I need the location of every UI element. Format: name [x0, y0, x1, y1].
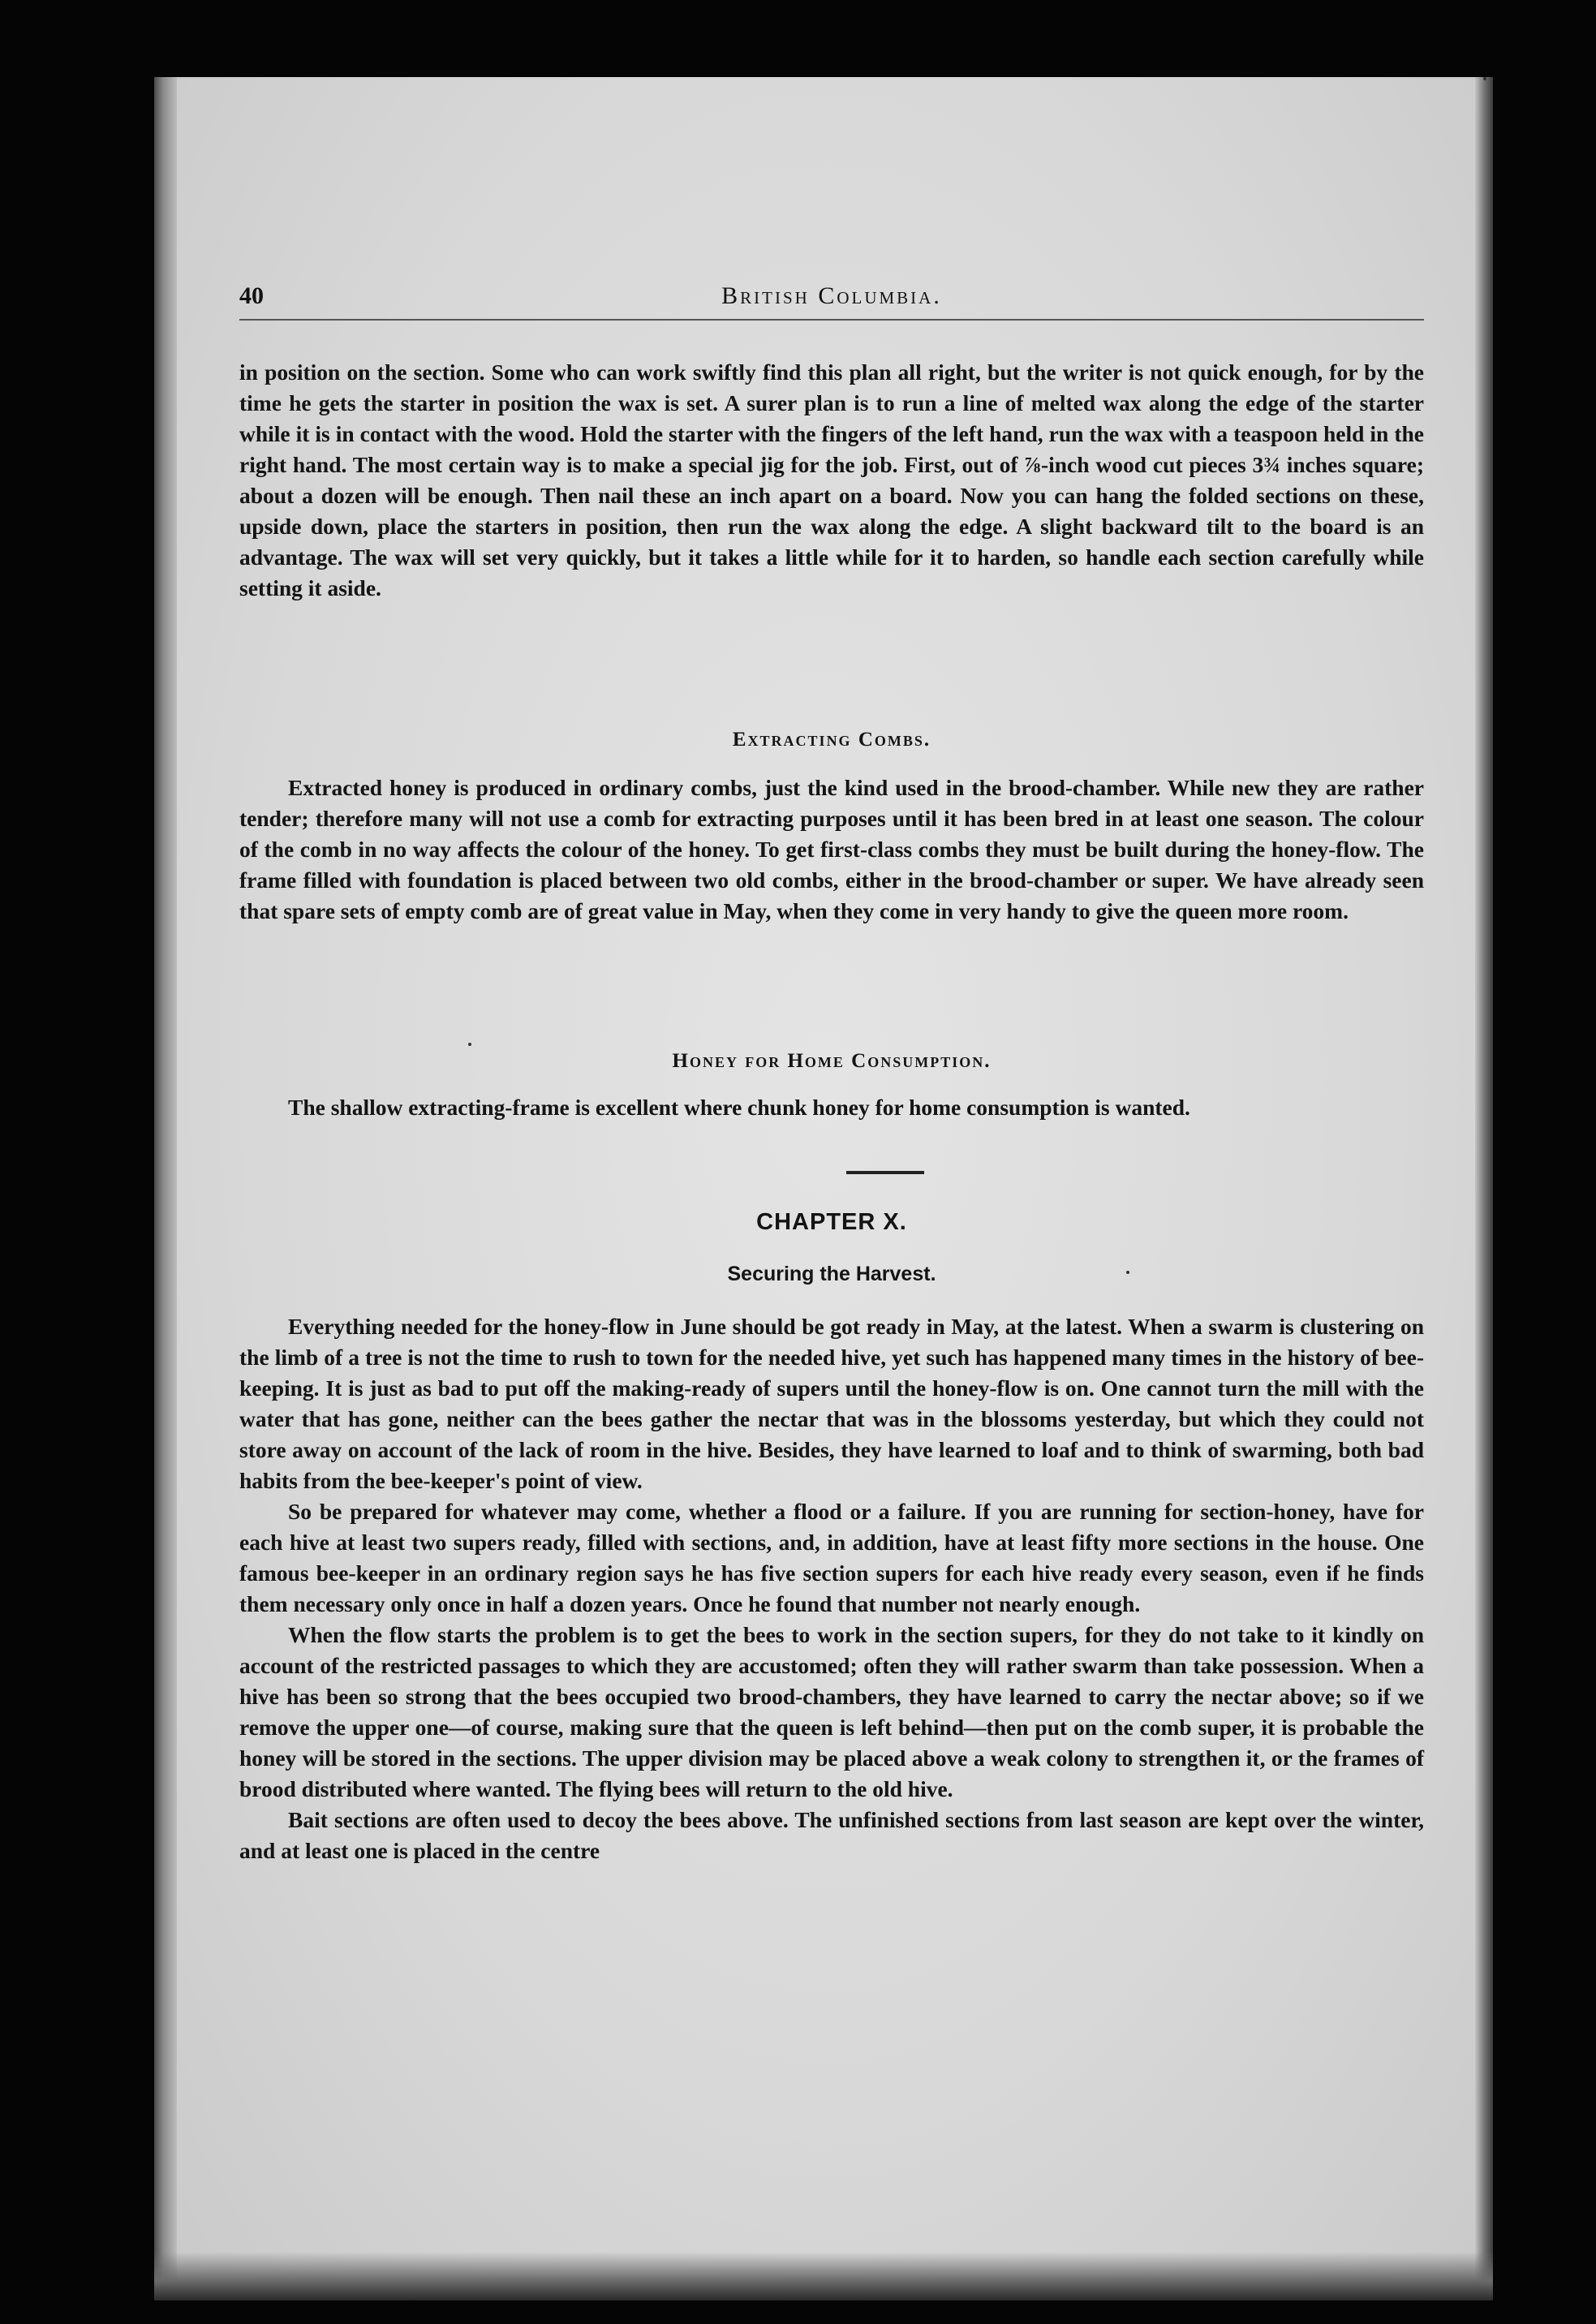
binding-shadow-left [154, 77, 177, 2300]
chapter-body [239, 1311, 1424, 1866]
page-number: 40 [239, 282, 264, 309]
chapter-subtitle: Securing the Harvest. [727, 1263, 936, 1285]
header-rule [239, 319, 1424, 321]
page-edge-bottom [154, 2252, 1493, 2300]
chapter-paragraph: Everything needed for the honey-flow in June should be got ready in May, at the latest. When a swarm is clustering on the limb of a tree is not the time to rush to town for the needed hive, yet such has happened many times in the history of bee-keeping. It is just as bad to put off the making-ready of supers until the honey-flow is on. One cannot turn the mill with the water that has gone, neither can the bees gather the nectar that was in the blossoms yesterday, but which they could not store away on account of the lack of room in the hive. Besides, they have learned to loaf and to think of swarming, both bad habits from the bee-keeper's point of view. [239, 1314, 1424, 1493]
home-consumption-paragraph: The shallow extracting-frame is excellent where chunk honey for home consumption is wanted. [288, 1095, 1190, 1120]
print-speck [1483, 77, 1486, 80]
chapter-paragraph: When the flow starts the problem is to get the bees to work in the section supers, for they do not take to it kindly on account of the restricted passages to which they are accustomed; often they will rather swarm than take possession. When a hive has been so strong that the bees occupied two brood-chambers, they have learned to carry the nectar above; so if we remove the upper one—of course, making sure that the queen is left behind—then put on the comb super, it is probable the honey will be stored in the sections. The upper division may be placed above a weak colony to strengthen it, or the frames of brood distributed where wanted. The flying bees will return to the old hive. [239, 1622, 1424, 1801]
chapter-title: CHAPTER X. [756, 1209, 907, 1235]
section-heading-extracting: Extracting Combs. [732, 729, 931, 751]
chapter-paragraph: So be prepared for whatever may come, whether a flood or a failure. If you are running for section-honey, have for each hive at least two supers ready, filled with sections, and, in addition, have at least fifty more sections in the house. One famous bee-keeper in an ordinary region says he has five section supers for each hive ready every season, even if he finds them necessary only once in half a dozen years. Once he found that number not nearly enough. [239, 1499, 1424, 1616]
print-speck [1126, 1271, 1129, 1274]
home-consumption-paragraph-block [239, 1092, 1424, 1123]
print-speck [468, 1043, 471, 1046]
page-edge-right [1475, 77, 1493, 2300]
running-head [239, 282, 1424, 323]
chapter-rule [846, 1171, 924, 1174]
chapter-paragraph: Bait sections are often used to decoy the bees above. The unfinished sections from last season are kept over the winter, and at least one is placed in the centre [239, 1807, 1424, 1863]
extracting-paragraph-block [239, 773, 1424, 927]
section-heading-home-consumption: Honey for Home Consumption. [672, 1050, 992, 1072]
extracting-paragraph: Extracted honey is produced in ordinary combs, just the kind used in the brood-chamber. While new they are rather tender; therefore many will not use a comb for extracting purposes until it has been bred in at least one season. The colour of the comb in no way affects the colour of the honey. To get first-class combs they must be built during the honey-flow. The frame filled with foundation is placed between two old combs, either in the brood-chamber or super. We have already seen that spare sets of empty comb are of great value in May, when they come in very handy to give the queen more room. [239, 775, 1424, 923]
running-title: British Columbia. [721, 282, 942, 309]
opening-paragraph-block [239, 357, 1424, 604]
opening-paragraph: in position on the section. Some who can work swiftly find this plan all right, but the writer is not quick enough, for by the time he gets the starter in position the wax is set. A surer plan is to run a line of melted wax along the edge of the starter while it is in contact with the wood. Hold the starter with the fingers of the left hand, run the wax with a teaspoon held in the right hand. The most certain way is to make a special jig for the job. First, out of ⅞-inch wood cut pieces 3¾ inches square; about a dozen will be enough. Then nail these an inch apart on a board. Now you can hang the folded sections on these, upside down, place the starters in position, then run the wax along the edge. A slight backward tilt to the board is an advantage. The wax will set very quickly, but it takes a little while for it to harden, so handle each section carefully while setting it aside. [239, 359, 1424, 600]
